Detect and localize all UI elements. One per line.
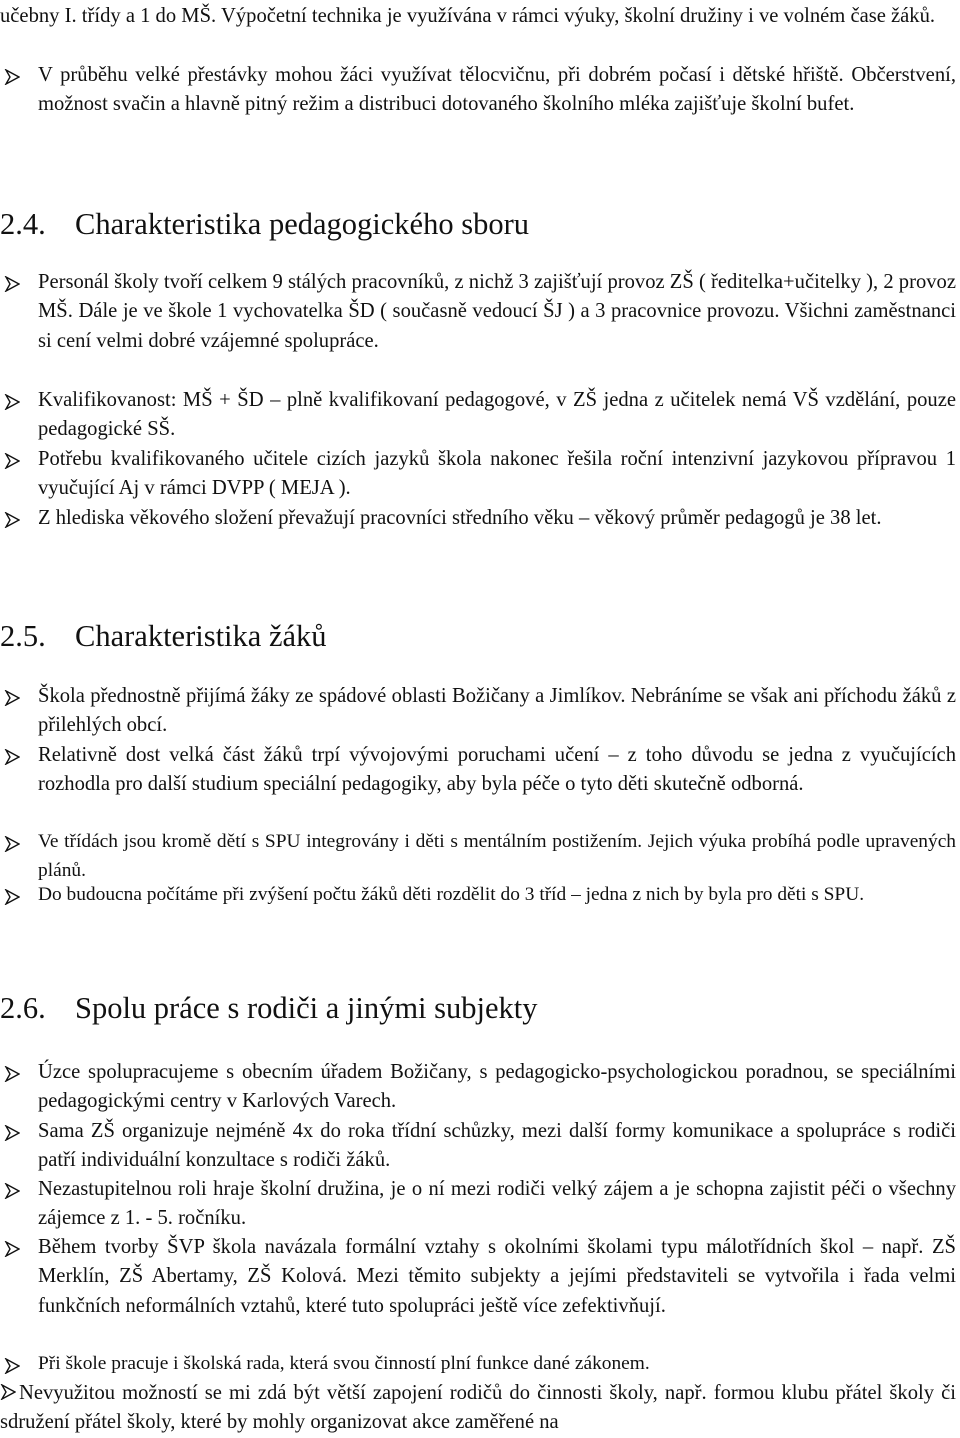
section-title: Charakteristika pedagogického sboru: [75, 207, 529, 241]
section-number: 2.6.: [0, 991, 46, 1025]
bullet-text: Ve třídách jsou kromě dětí s SPU integrovány i děti s mentálním postižením. Jejich výuka probíhá podle upravených plánů.: [38, 831, 956, 881]
section-title: Charakteristika žáků: [75, 619, 327, 653]
list-item: [0, 1379, 956, 1438]
intro-paragraph: učebny I. třídy a 1 do MŠ. Výpočetní technika je využívána v rámci výuky, školní družiny i ve volném čase žáků.: [0, 5, 936, 27]
list-item: [38, 1117, 956, 1176]
arrowhead-bullet-icon: [4, 690, 20, 706]
section-heading-2-6: [0, 990, 538, 1026]
list-item: [38, 445, 956, 504]
arrowhead-bullet-icon: [4, 453, 20, 469]
bullet-text: Potřebu kvalifikovaného učitele cizích jazyků škola nakonec řešila roční intenzivní jazykovou přípravou 1 vyučující Aj v rámci DVPP ( MEJA ).: [38, 448, 956, 500]
arrowhead-bullet-icon: [4, 394, 20, 410]
list-item: [38, 504, 956, 533]
arrowhead-bullet-icon: [4, 749, 20, 765]
arrowhead-bullet-icon: [4, 1241, 20, 1257]
section-title: Spolu práce s rodiči a jinými subjekty: [75, 991, 538, 1025]
list-item: [38, 1175, 956, 1234]
bullet-text: V průběhu velké přestávky mohou žáci využívat tělocvičnu, při dobrém počasí i dětské hřiště. Občerstvení, možnost svačin a hlavně pitný režim a distribuci dotovaného školního mléka zajišťuje školní bufet.: [38, 64, 956, 116]
list-item: [38, 268, 956, 356]
bullet-text: Nevyužitou možností se mi zdá být větší zapojení rodičů do činnosti školy, např. formou klubu přátel školy či sdružení přátel školy, které by mohly organizovat akce zaměřené na: [0, 1382, 956, 1434]
list-item: [38, 828, 956, 885]
bullet-text: Sama ZŠ organizuje nejméně 4x do roka třídní schůzky, mezi další formy komunikace a spolupráce s rodiči patří individuální konzultace s rodiči žáků.: [38, 1120, 956, 1172]
arrowhead-bullet-icon: [4, 1358, 20, 1374]
bullet-text: Nezastupitelnou roli hraje školní družina, je o ní mezi rodiči velký zájem a je schopna zajistit péči o všechny zájemce z 1. - 5. ročníku.: [38, 1178, 956, 1230]
section-number: 2.5.: [0, 619, 46, 653]
list-item: [38, 386, 956, 445]
section-number: 2.4.: [0, 207, 46, 241]
bullet-text: Kvalifikovanost: MŠ + ŠD – plně kvalifikovaní pedagogové, v ZŠ jedna z učitelek nemá VŠ vzdělání, pouze pedagogické SŠ.: [38, 389, 956, 441]
bullet-text: Při škole pracuje i školská rada, která svou činností plní funkce dané zákonem.: [38, 1353, 650, 1374]
arrowhead-bullet-icon: [4, 276, 20, 292]
list-item: [38, 682, 956, 741]
arrowhead-bullet-icon: [4, 69, 20, 85]
bullet-text: Do budoucna počítáme při zvýšení počtu žáků děti rozdělit do 3 tříd – jedna z nich by byla pro děti s SPU.: [38, 884, 865, 905]
list-item: [38, 741, 956, 800]
bullet-text: Škola přednostně přijímá žáky ze spádové oblasti Božičany a Jimlíkov. Nebráníme se však ani příchodu žáků z přilehlých obcí.: [38, 685, 956, 737]
arrowhead-bullet-icon: [4, 1066, 20, 1082]
list-item: [38, 1233, 956, 1321]
bullet-text: Z hlediska věkového složení převažují pracovníci středního věku – věkový průměr pedagogů je 38 let.: [38, 507, 882, 529]
bullet-text: Úzce spolupracujeme s obecním úřadem Božičany, s pedagogicko-psychologickou poradnou, se speciálními pedagogickými centry v Karlových Varech.: [38, 1061, 956, 1113]
arrowhead-bullet-icon: [4, 836, 20, 852]
list-item: [38, 1058, 956, 1117]
list-item: [38, 1350, 956, 1379]
bullet-text: Personál školy tvoří celkem 9 stálých pracovníků, z nichž 3 zajišťují provoz ZŠ ( ředitelka+učitelky ), 2 provoz MŠ. Dále je ve škole 1 vychovatelka ŠD ( současně vedoucí ŠJ ) a 3 pracovnice provozu. Všichni zaměstnanci si cení velmi dobré vzájemné spolupráce.: [38, 271, 956, 352]
arrowhead-bullet-icon: [0, 1384, 16, 1400]
bullet-text: Relativně dost velká část žáků trpí vývojovými poruchami učení – z toho důvodu se jedna z vyučujících rozhodla pro další studium speciální pedagogiky, aby byla péče o tyto děti skutečně odborná.: [38, 744, 956, 796]
list-item: [38, 881, 956, 910]
arrowhead-bullet-icon: [4, 1183, 20, 1199]
arrowhead-bullet-icon: [4, 1125, 20, 1141]
section-heading-2-4: [0, 206, 529, 242]
arrowhead-bullet-icon: [4, 889, 20, 905]
arrowhead-bullet-icon: [4, 512, 20, 528]
intro-bullet-1: [38, 61, 956, 120]
bullet-text: Během tvorby ŠVP škola navázala formální vztahy s okolními školami typu málotřídních škol – např. ZŠ Merklín, ZŠ Abertamy, ZŠ Kolová. Mezi těmito subjekty a jejími představiteli se vytvořila i řada velmi funkčních neformálních vztahů, které tuto spolupráci ještě více zefektivňují.: [38, 1236, 956, 1317]
section-heading-2-5: [0, 618, 327, 654]
